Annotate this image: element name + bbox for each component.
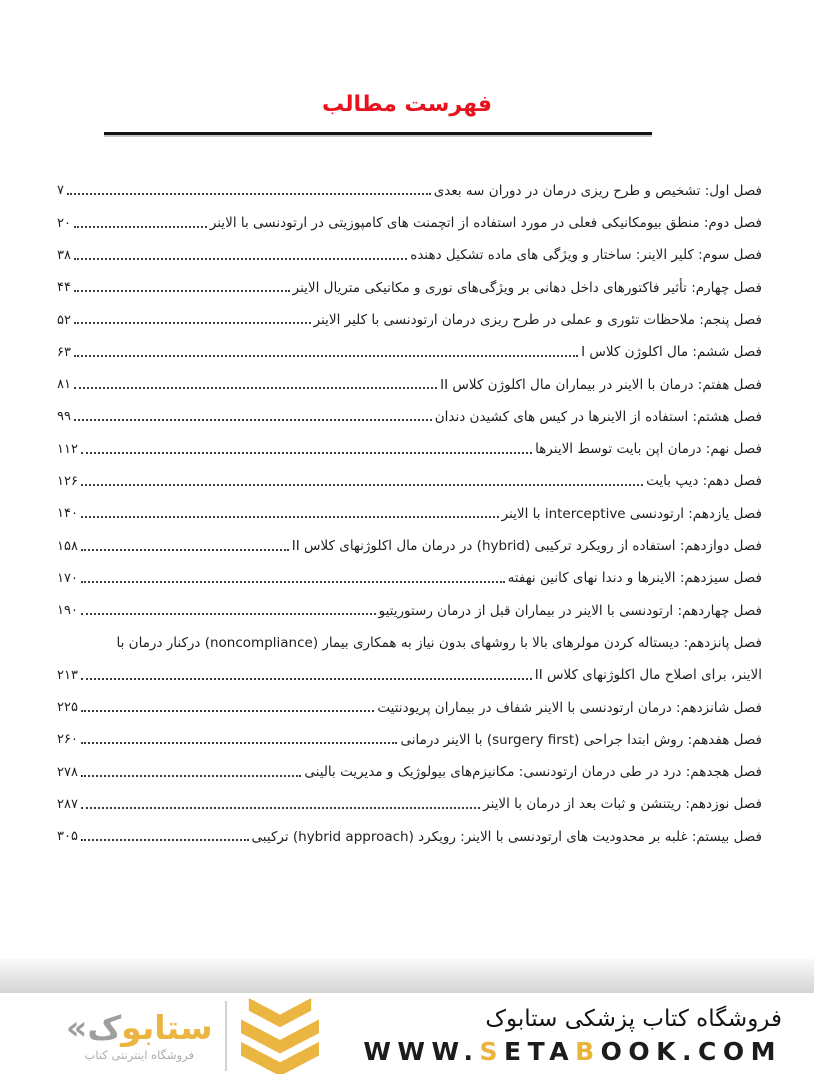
toc-entry xyxy=(57,490,762,522)
website-url xyxy=(363,1037,782,1066)
toc-entry-title: فصل دوم: منطق بیومکانیکی فعلی در مورد استفاده از اتچمنت های کامپوزیتی در ارتودنسی با الاینر xyxy=(209,215,762,232)
toc-entry-title: فصل اول: تشخیص و طرح ریزی درمان در دوران سه بعدی xyxy=(433,182,762,199)
footer-store-block xyxy=(363,1006,782,1066)
toc-entry-title: فصل هشتم: استفاده از الاینرها در کیس های کشیدن دندان xyxy=(434,408,762,425)
toc-entry-title: فصل هجدهم: درد در طی درمان ارتودنسی: مکانیزم‌های بیولوژیک و مدیریت بالینی xyxy=(304,764,762,781)
toc-entry xyxy=(57,458,762,490)
toc-dot-leader xyxy=(74,419,432,421)
toc-entry-title: فصل شانزدهم: درمان ارتودنسی با الاینر شفاف در بیماران پریودنتیت xyxy=(377,699,762,716)
toc-entry xyxy=(57,684,762,716)
toc-dot-leader xyxy=(81,839,249,841)
url-part: WWW. xyxy=(363,1036,480,1066)
toc-dot-leader xyxy=(81,452,532,454)
logo-guillemet: « xyxy=(66,1007,88,1047)
logo-wordmark-gold: ستابو xyxy=(121,1007,213,1047)
toc-entry xyxy=(57,748,762,780)
toc-entry xyxy=(57,587,762,619)
toc-dot-leader xyxy=(81,549,289,551)
logo-wordmark xyxy=(66,1007,213,1047)
toc-page-number: ۸۱ xyxy=(57,377,71,393)
toc-page-number: ۱۹۰ xyxy=(57,603,78,619)
page-title: فهرست مطالب xyxy=(321,92,493,117)
store-name: فروشگاه کتاب پزشکی ستابوک xyxy=(485,1006,782,1033)
toc-entry xyxy=(57,522,762,554)
toc-entry-title: فصل نهم: درمان اپن بایت توسط الاینرها xyxy=(535,441,762,458)
toc-entry xyxy=(57,781,762,813)
toc-entry-title: فصل چهارم: تأثیر فاکتورهای داخل دهانی بر ویژگی‌های نوری و مکانیکی متریال الاینر xyxy=(292,279,762,296)
toc-dot-leader xyxy=(74,290,290,292)
url-part-gold-s: S xyxy=(479,1036,505,1066)
toc-entry xyxy=(57,167,762,199)
toc-entry xyxy=(57,393,762,425)
toc-dot-leader xyxy=(81,484,643,486)
toc-entry-title: فصل چهاردهم: ارتودنسی با الاینر در بیماران قبل از درمان رستوریتیو xyxy=(378,602,762,619)
toc-entry xyxy=(57,651,762,683)
toc-page-number: ۱۷۰ xyxy=(57,570,78,586)
toc-entry-title: فصل ششم: مال اکلوژن کلاس I xyxy=(581,344,762,361)
toc-dot-leader xyxy=(74,258,407,260)
toc-entry xyxy=(57,328,762,360)
toc-entry xyxy=(57,555,762,587)
toc-dot-leader xyxy=(81,807,480,809)
toc-page-number: ۲۷۸ xyxy=(57,764,78,780)
toc-page-number: ۵۲ xyxy=(57,312,71,328)
toc-entry xyxy=(57,361,762,393)
toc-page-number: ۲۱۳ xyxy=(57,667,78,683)
toc-entry xyxy=(57,199,762,231)
page-bottom-shadow xyxy=(0,959,814,993)
toc-entry xyxy=(57,425,762,457)
toc-page-number: ۳۸ xyxy=(57,247,71,263)
setabook-logo xyxy=(66,998,321,1074)
toc-entry-title: فصل هفدهم: روش ابتدا جراحی (surgery first) با الاینر درمانی xyxy=(400,731,762,748)
toc-page-number: ۲۰ xyxy=(57,215,71,231)
toc-entry xyxy=(57,716,762,748)
toc-page-number: ۷ xyxy=(57,183,64,199)
toc-entry-title: فصل پنجم: ملاحظات تئوری و عملی در طرح ریزی درمان ارتودنسی با کلیر الاینر xyxy=(313,311,762,328)
toc-page-number: ۱۲۶ xyxy=(57,474,78,490)
title-divider xyxy=(104,132,652,135)
toc-dot-leader xyxy=(81,678,532,680)
toc-entry-title: الاینر، برای اصلاح مال اکلوژنهای کلاس II xyxy=(534,667,762,684)
toc-entry-title: فصل نوزدهم: ریتنشن و ثبات بعد از درمان با الاینر xyxy=(483,796,762,813)
logo-wordmark-block xyxy=(66,1007,213,1062)
toc-entry-first-line: فصل پانزدهم: دیستاله کردن مولرهای بالا با روشهای بدون نیاز به همکاری بیمار (noncompliance) درکنار درمان با xyxy=(116,634,762,651)
toc-page-number: ۱۴۰ xyxy=(57,506,78,522)
toc-page-number: ۹۹ xyxy=(57,409,71,425)
toc-page-number: ۲۲۵ xyxy=(57,700,78,716)
toc-entry xyxy=(57,232,762,264)
toc-entry xyxy=(57,813,762,845)
toc-dot-leader xyxy=(74,387,437,389)
toc-page-number: ۱۱۲ xyxy=(57,441,78,457)
chevrons-down-icon xyxy=(239,998,321,1074)
toc-list xyxy=(57,167,762,845)
toc-page-number: ۴۴ xyxy=(57,280,71,296)
toc-dot-leader xyxy=(81,775,301,777)
toc-page-number: ۲۸۷ xyxy=(57,797,78,812)
toc-dot-leader xyxy=(74,322,311,324)
toc-entry-title: فصل دوازدهم: استفاده از رویکرد ترکیبی (hybrid) در درمان مال اکلوژنهای کلاس II xyxy=(291,538,762,555)
toc-dot-leader xyxy=(81,581,505,583)
toc-dot-leader xyxy=(81,516,499,518)
toc-dot-leader xyxy=(81,742,398,744)
toc-page-number: ۶۳ xyxy=(57,344,71,360)
toc-entry-title: فصل سوم: کلیر الاینر: ساختار و ویژگی های ماده تشکیل دهنده xyxy=(410,247,762,264)
toc-entry-title: فصل هفتم: درمان با الاینر در بیماران مال اکلوژن کلاس II xyxy=(440,376,762,393)
url-part: ETA xyxy=(504,1036,576,1066)
toc-page-number: ۱۵۸ xyxy=(57,538,78,554)
url-part: OOK.COM xyxy=(600,1036,782,1066)
toc-entry xyxy=(57,264,762,296)
toc-dot-leader xyxy=(81,613,376,615)
toc-entry-title: فصل دهم: دیپ بایت xyxy=(646,473,762,490)
footer xyxy=(0,993,814,1079)
url-part-gold-b: B xyxy=(575,1036,601,1066)
toc-dot-leader xyxy=(67,193,431,195)
logo-divider xyxy=(225,1001,227,1071)
toc-dot-leader xyxy=(74,355,578,357)
toc-page-number: ۲۶۰ xyxy=(57,732,78,748)
toc-entry xyxy=(57,296,762,328)
toc-entry-title: فصل بیستم: غلبه بر محدودیت های ارتودنسی با الاینر: رویکرد (hybrid approach) ترکیبی xyxy=(251,828,762,845)
toc-dot-leader xyxy=(81,710,374,712)
toc-entry-title: فصل یازدهم: ارتودنسی interceptive با الاینر xyxy=(501,505,762,522)
toc-entry-title: فصل سیزدهم: الاینرها و دندا نهای کانین نهفته xyxy=(507,570,762,587)
logo-tagline: فروشگاه اینترنتی کتاب xyxy=(84,1047,194,1062)
toc-page-number: ۳۰۵ xyxy=(57,829,78,845)
toc-dot-leader xyxy=(74,226,207,228)
logo-wordmark-gray: ک xyxy=(87,1007,122,1047)
